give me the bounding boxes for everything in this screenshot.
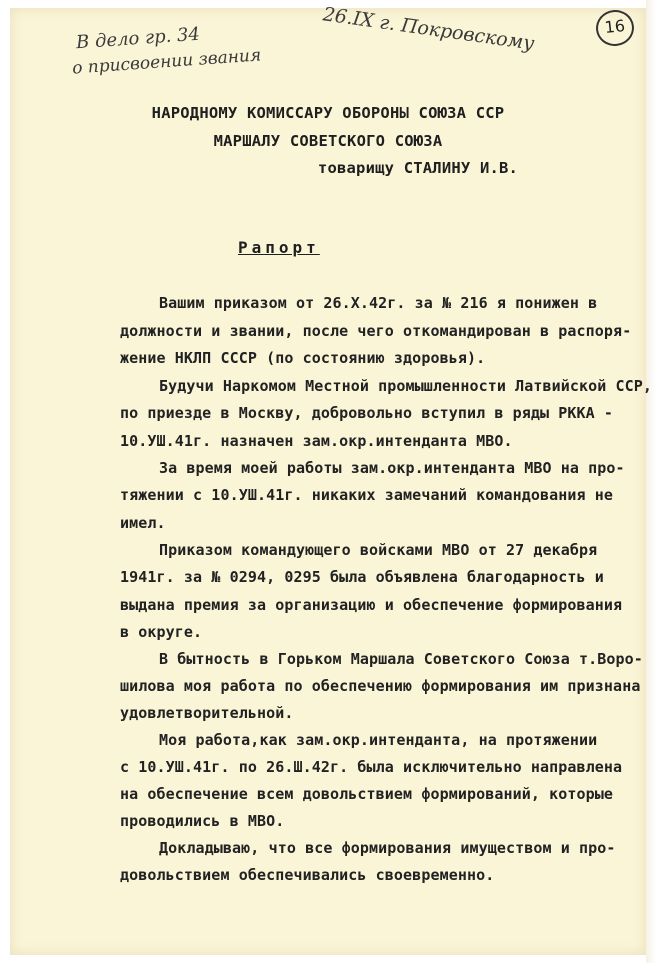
body-line: Будучи Наркомом Местной промышленности Латвийской ССР,: [159, 377, 653, 395]
body-line: с 10.УШ.41г. по 26.Ш.42г. была исключительно направлена: [120, 758, 623, 776]
body-line: имел.: [120, 514, 166, 532]
body-line: Моя работа,как зам.окр.интенданта, на протяжении: [159, 731, 598, 749]
handwritten-note-line1: В дело гр. 34: [75, 23, 201, 54]
body-line: В бытность в Горьком Маршала Советского Союза т.Воро-: [159, 650, 643, 668]
body-line: Приказом командующего войсками МВО от 27 декабря: [159, 541, 598, 559]
addressee-line2: МАРШАЛУ СОВЕТСКОГО СОЮЗА: [213, 132, 443, 150]
body-line: по приезде в Москву, добровольно вступил в ряды РККА -: [120, 404, 614, 422]
handwritten-note-line2: о присвоении звания: [71, 45, 262, 79]
document-title: Рапорт: [238, 238, 320, 257]
page-number: 16: [594, 8, 636, 48]
addressee-line3: товарищу СТАЛИНУ И.В.: [317, 159, 519, 177]
body-line: За время моей работы зам.окр.интенданта МВО на про-: [159, 459, 625, 477]
body-line: жение НКЛП СССР (по состоянию здоровья).: [120, 349, 486, 367]
body-line: тяжении с 10.УШ.41г. никаких замечаний командования не: [120, 486, 614, 504]
body-line: 10.УШ.41г. назначен зам.окр.интенданта МВО.: [120, 432, 513, 450]
document-page: [10, 8, 646, 955]
addressee-line1: НАРОДНОМУ КОМИССАРУ ОБОРОНЫ СОЮЗА ССР: [151, 104, 505, 122]
body-line: шилова моя работа по обеспечению формирования им признана: [120, 677, 641, 695]
handwritten-date-note: 26.IX г. Покровскому: [321, 3, 536, 55]
body-line: Докладываю, что все формирования имуществом и про-: [159, 839, 616, 857]
body-line: выдана премия за организацию и обеспечение формирования: [120, 596, 623, 614]
body-line: на обеспечение всем довольствием формирований, которые: [120, 785, 614, 803]
body-line: проводились в МВО.: [120, 812, 285, 830]
body-line: Вашим приказом от 26.Х.42г. за № 216 я понижен в: [159, 294, 598, 312]
body-line: довольствием обеспечивались своевременно.: [120, 866, 495, 884]
body-line: 1941г. за № 0294, 0295 была объявлена благодарность и: [120, 568, 604, 586]
body-line: удовлетворительной.: [120, 704, 294, 722]
body-line: в округе.: [120, 623, 203, 641]
body-line: должности и звании, после чего откомандирован в распоря-: [120, 322, 632, 340]
